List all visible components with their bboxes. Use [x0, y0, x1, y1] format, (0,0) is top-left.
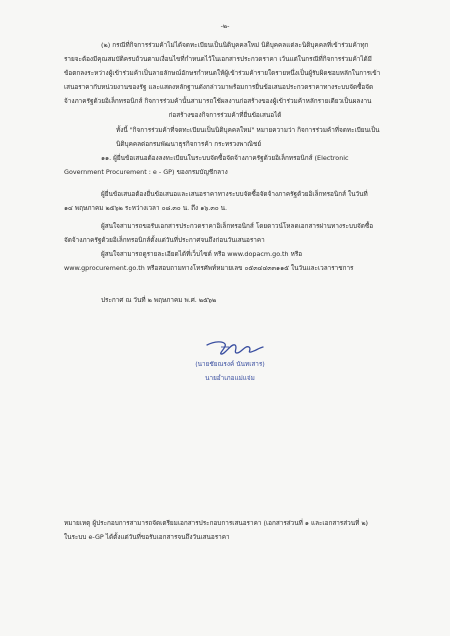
joint-venture-line-3: ข้อตกลงระหว่างผู้เข้าร่วมค้าเป็นลายลักษณ์อักษรกำหนดให้ผู้เข้าร่วมค้ารายใดรายหนึ่งเป็นผู้รับผิดชอบหลักในการเข้า [64, 69, 381, 77]
handwritten-signature [203, 333, 265, 359]
clause-11-line-1: ๑๑. ผู้ยื่นข้อเสนอต้องลงทะเบียนในระบบจัดซื้อจัดจ้างภาครัฐด้วยอิเล็กทรอนิกส์ (Electronic [101, 154, 349, 162]
signer-title: นายอำเภอแม่แจ่ม [205, 374, 255, 382]
joint-venture-line-2: รายจะต้องมีคุณสมบัติครบถ้วนตามเงื่อนไขที่กำหนดไว้ในเอกสารประกวดราคา เว้นแต่ในกรณีที่กิจการร่วมค้าได้มี [64, 55, 372, 63]
note-line-2: ในระบบ e-GP ได้ตั้งแต่วันที่ขอรับเอกสารจนถึงวันเสนอราคา [64, 533, 230, 541]
definition-line-1: ทั้งนี้ "กิจการร่วมค้าที่จดทะเบียนเป็นนิติบุคคลใหม่" หมายความว่า กิจการร่วมค้าที่จดทะเบียนเป็น [116, 126, 380, 134]
definition-line-2: นิติบุคคลต่อกรมพัฒนาธุรกิจการค้า กระทรวงพาณิชย์ [116, 140, 262, 148]
signer-name: (นายชัยณรงค์ นันทเสาร) [195, 360, 265, 368]
submission-line-1: ผู้ยื่นข้อเสนอต้องยื่นข้อเสนอและเสนอราคาทางระบบจัดซื้อจัดจ้างภาครัฐด้วยอิเล็กทรอนิกส์ ในวันที่ [101, 190, 368, 198]
submission-line-2: ๑๔ พฤษภาคม ๒๕๖๒ ระหว่างเวลา ๐๘.๓๐ น. ถึง ๑๖.๓๐ น. [64, 204, 228, 212]
joint-venture-line-5: จ้างภาครัฐด้วยอิเล็กทรอนิกส์ กิจการร่วมค้านั้นสามารถใช้ผลงานก่อสร้างของผู้เข้าร่วมค้าหลักรายเดียวเป็นผลงาน [64, 97, 372, 105]
joint-venture-line-6: ก่อสร้างของกิจการร่วมค้าที่ยื่นข้อเสนอได้ [168, 111, 282, 119]
download-line-2: จัดจ้างภาครัฐด้วยอิเล็กทรอนิกส์ตั้งแต่วันที่ประกาศจนถึงก่อนวันเสนอราคา [64, 236, 265, 244]
note-line-1: หมายเหตุ ผู้ประกอบการสามารถจัดเตรียมเอกสารประกอบการเสนอราคา (เอกสารส่วนที่ ๑ และเอกสารส่วนที่ ๒) [64, 519, 369, 527]
info-line-2: www.gprocurement.go.th หรือสอบถามทางโทรศัพท์หมายเลข ๐๕๓๔๔๓๓๑๑๕ ในวันและเวลาราชการ [64, 264, 354, 272]
download-line-1: ผู้สนใจสามารถขอรับเอกสารประกวดราคาอิเล็กทรอนิกส์ โดยดาวน์โหลดเอกสารผ่านทางระบบจัดซื้อ [101, 222, 374, 230]
announcement-date: ประกาศ ณ วันที่ ๒ พฤษภาคม พ.ศ. ๒๕๖๒ [101, 296, 217, 304]
clause-11-line-2: Government Procurement : e - GP) ของกรมบัญชีกลาง [64, 168, 228, 176]
joint-venture-line-1: (๒) กรณีที่กิจการร่วมค้าไม่ได้จดทะเบียนเป็นนิติบุคคลใหม่ นิติบุคคลแต่ละนิติบุคคลที่เข้าร่วมค้าทุก [101, 41, 369, 49]
joint-venture-line-4: เสนอราคากับหน่วยงานของรัฐ และแสดงหลักฐานดังกล่าวมาพร้อมการยื่นข้อเสนอประกวดราคาทางระบบจัดซื้อจัด [64, 83, 374, 91]
page-number: -๒- [220, 22, 230, 30]
info-line-1: ผู้สนใจสามารถดูรายละเอียดได้ที่เว็บไซต์ หรือ www.dopacm.go.th หรือ [101, 250, 303, 258]
